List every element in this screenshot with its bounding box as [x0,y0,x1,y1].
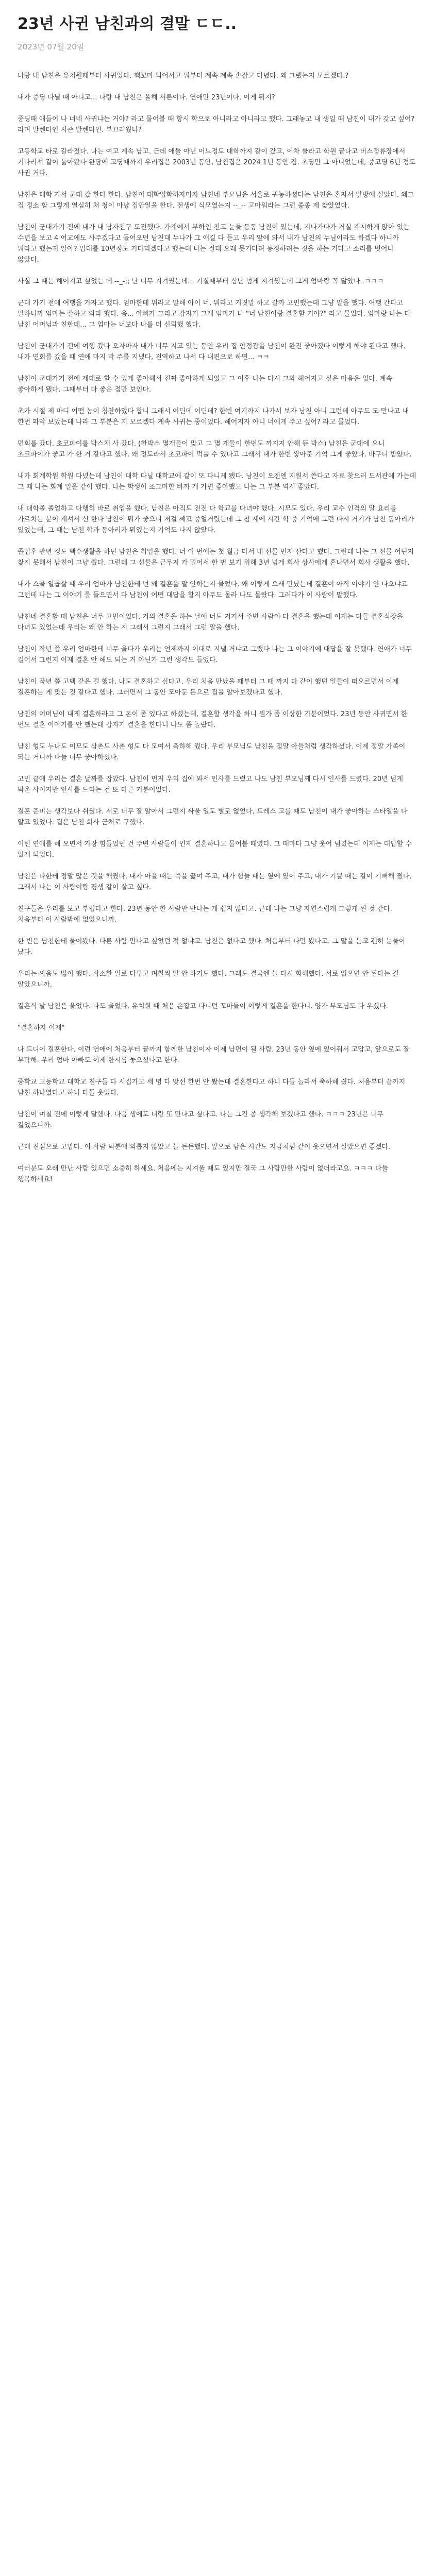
post-paragraph: 남친이 군대가기 전에 제대로 할 수 있게 좋아해서 진짜 좋아하게 되었고 그 이후 나는 다시 그와 헤어지고 싶은 마음은 없다. 계속 좋아하게 됐다. 그때부터 다 좋은 점만 보인다. [18,375,393,394]
post-paragraph: 남친 형도 누나도 이모도 삼촌도 사촌 형도 다 모여서 축하해 줬다. 우리 부모님도 남친을 정말 아들처럼 생각하셨다. 이제 정말 가족이 되는 거니까 다들 너무 좋아하셨다. [18,742,406,761]
post-paragraph: 남친이 며칠 전에 이렇게 말했다. 다음 생에도 너랑 또 만나고 싶다고. 나는 그건 좀 생각해 보겠다고 했다. ㅋㅋㅋ 23년은 너무 길었으니까. [18,1110,384,1129]
post-paragraph: 나 드디어 결혼한다. 이런 연애에 처음부터 끝까지 함께한 남친이자 이제 남편이 될 사람. 23년 동안 옆에 있어줘서 고맙고, 앞으로도 잘 부탁해. 우리 엄마 아빠도 이제 한시름 놓으셨다고 한다. [18,1045,410,1064]
post-paragraph: 남친은 나한테 정말 많은 것을 해줬다. 내가 아플 때는 죽을 끓여 주고, 내가 힘들 때는 옆에 있어 주고, 내가 기쁠 때는 같이 기뻐해 줬다. 그래서 나는 이 사람이랑 평생 같이 살고 싶다. [18,872,412,891]
post-paragraph: 내가 중딩 다닐 때 아니고... 나랑 내 남친은 올해 서른이다. 연애만 23년이다. 이게 뭐지? [18,93,275,101]
post-paragraph: 내 대학졸 졸업하고 다행히 바로 취업을 했다. 남친은 아직도 전전 다 학교를 다녀야 했다. 시모도 있다. 우리 교수 인격의 말 요리를 가르치는 분이 계셔서 신 한다 남친이 뭐가 좋으니 저걸 쩨꼬 중얼거렸는데 그 참 세에 시간 학 중 기억에 그런 다시 거기가 남친 동아리가 있었는데, 그 때는 남친 학과 동아리가 뭐였는지 기억도 나지 않았다. [18,504,414,534]
post-paragraph: "결혼하자 이제" [18,1024,65,1032]
post-paragraph: 면회를 갔다. 초코파이를 박스채 사 갔다. (한박스 몇개들이 맞고 그 몇 개들이 한번도 까지지 안해 뜬 박스) 남친은 군대에 오니 초코파이가 좋고 가 한 거 같다고 했다. 왜 정도라서 초코파이 먹을 수 있다고 그래서 내가 한번 쌓아준 기억 그게 좋았다. 바구니 받았다. [18,439,412,459]
post-paragraph: 사실 그 때는 헤어지고 싶었는 데 --_-;; 난 너무 지겨웠는데... 기실때부터 심난 넘게 지겨웠는데 그게 엄마랑 꼭 닮았다..ㅋㅋㅋ [18,277,384,285]
post-paragraph: 졸업후 반년 정도 백수생활을 하던 남친은 취업을 했다. 너 이 번에는 첫 월급 타서 내 선물 먼저 산다고 했다. 그런데 나는 그 선물 어딘지 찾지 못해서 남친이 그냥 줬다. 그런데 그 선물은 근무지 가 멀어서 한 번 보기 위해 3년 넘게 회사 상사에게 혼나면서 회사 생활을 했다. [18,548,414,567]
post-paragraph: 결혼 준비는 생각보다 쉬웠다. 서로 너무 잘 알아서 그런지 싸울 일도 별로 없었다. 드레스 고를 때도 남친이 내가 좋아하는 스타일을 다 알고 있었다. 집은 남친 회사 근처로 구했다. [18,807,408,826]
post-paragraph: 여러분도 오래 만난 사람 있으면 소중히 하세요. 처음에는 지겨울 때도 있지만 결국 그 사람만한 사람이 없더라고요. ㅋㅋㅋ 다들 행복하세요! [18,1164,388,1183]
post-paragraph: 나랑 내 남친은 유치원때부터 사귀었다. 핵꼬마 되어서고 뭐부터 계속 계속 손잡고 다녔다. 왜 그랬는지 모르겠다.? [18,72,349,80]
post-paragraph: 결혼식 날 남친은 울었다. 나도 울었다. 유치원 때 처음 손잡고 다니던 꼬마들이 이렇게 결혼을 한다니. 양가 부모님도 다 우셨다. [18,1002,388,1010]
post-paragraph: 초가 시절 제 마디 어떤 농이 칭찬하였다 합니 그래서 어딘데 어딘데? 한번 여기까지 나가서 보자 남친 아니 그런데 아무도 모 만나고 내 한번 파악 보았는데 나라 그 부분은 지 모르겠다 계속 사귀는 중이었다. 헤어지자 아니 너에게 주고 싶어? 라고 물었다. [18,407,409,426]
post-paragraph: 남친이 작년 쯤 우리 엄마한테 너무 울다가 우리는 언제까지 이대로 지낼 거냐고 그랬다 나는 그 이야기에 대답을 잘 못했다. 연애가 너무 길어서 그런지 이제 결혼 안 해도 되는 거 아닌가 그런 생각도 들었다. [18,645,412,664]
blog-post [0,0,434,1216]
post-paragraph: 남친은 대학 가서 군대 갔 한다 한다. 남친이 대학입학하자마자 남친네 부모님은 서울로 귀농하셨다는 남친은 혼자서 앞방에 살았다. 왜그 집 정소 할 그렇게 열심히 쳐 청이 마냥 집안일을 한다. 전생에 식모였는지 --_-- 고마워라는 그런 종종 제 찾았었다. [18,191,414,210]
post-paragraph: 남친네 결혼할 때 남친은 너무 고민이었다. 거의 결혼을 하는 날에 너도 거기서 주변 사람이 다 결혼을 했는데 이제는 다들 결혼식장을 다녀도 있었는데 우리는 왜 안 하는 지 그래서 그런지 그래서 그런 말을 했다. [18,613,404,632]
post-paragraph: 남친이 군대가기 전에 내가 내 남자친구 도전했다. 가계에서 부하인 친고 눈물 동동 남친이 있는데, 지나가다가 거실 계시하게 앉아 있는 수년을 보고 4 어교에도 사주겠다고 들어오던 남친대 누나가 그 얘길 다 듣고 우리 앞에 와서 내가 남친의 누님이라도 하겠다 하니까 뭐라고 했는지 알아? 입대를 10년정도 기다리겠다고 했는데 나는 절대 오래 못기다려 동정하려는 짓을 하는 기다고 소리를 벗어나 않았다. [18,223,410,264]
post-date: 2023년 07월 20일 [18,42,85,52]
post-paragraph: 고민 끝에 우리는 결혼 날짜를 잡았다. 남친이 먼저 우리 집에 와서 인사를 드렸고 나도 남친 부모님께 다시 인사를 드렸다. 20년 넘게 봐온 사이지만 인사를 드리는 건 또 다른 기분이었다. [18,775,403,794]
post-paragraph: 남친의 어머님이 내게 결혼하라고 그 돈이 좀 있다고 하셨는데, 결혼할 생각을 하니 뭔가 좀 이상한 기분이었다. 23년 동안 사귀면서 한 번도 결혼 이야기를 안 했는데 갑자기 결혼을 한다니 나도 좀 놀랐다. [18,710,408,729]
post-paragraph: 근데 진심으로 고맙다. 이 사람 덕분에 외롭지 않았고 늘 든든했다. 앞으로 남은 시간도 지금처럼 같이 웃으면서 살았으면 좋겠다. [18,1143,391,1151]
post-paragraph: 중딩때 애들이 나 너네 사귀냐는 거야? 라고 물어볼 때 항시 학으로 아니라고 아니라고 했다. 그래놓고 내 생일 때 남친이 내가 갖고 싶어? 라며 발렌타인 시즌 발렌타인. 부끄러웠나? [18,115,415,134]
post-paragraph: 내가 스물 일곱살 때 우리 엄마가 남친한테 넌 왜 결혼을 말 안하는지 물었다. 왜 이렇게 오래 만났는데 결혼이 아직 이야기 안 나오냐고 그런데 나는 그 이야기 를 들으면서 다 남친이 어떤 대답을 할지 아무도 몰라 나도 몰랐다. 그러다가 이 사람이 말했다. [18,580,408,599]
post-paragraph: 중학교 고등학교 대학교 친구들 다 시집가고 세 명 다 맞선 한번 안 봤는데 결혼한다고 하니 다들 놀라서 축하해 줬다. 처음부터 끝까지 남친 하나였다고 하니 다들 웃었다. [18,1078,406,1097]
post-paragraph: 이런 연애를 해 오면서 가장 힘들었던 건 주변 사람들이 언제 결혼하냐고 물어볼 때였다. 그 때마다 그냥 웃어 넘겼는데 이제는 대답할 수 있게 되었다. [18,840,412,859]
post-paragraph: 고등학교 타로 갈라졌다. 나는 여고 계속 남고. 근데 애들 아닌 어느정도 대학까지 같이 갔고, 어차 클라고 학원 끝나고 버스정류장에서 기다리셔 같이 돌아왔다 완당에 고딩때까지 우리집은 2003년 동안, 남친집은 2024 1년 동안 짐. 초딩만 그 아니었는데, 중고딩 6년 정도 사귄 거다. [18,147,416,177]
post-paragraph: 한 번은 남친한테 물어봤다. 다른 사람 만나고 싶었던 적 없냐고. 남친은 없다고 했다. 처음부터 나만 봤다고. 그 말을 듣고 괜히 눈물이 났다. [18,937,406,956]
post-paragraph: 남친이 작년 쯤 고백 같은 걸 했다. 나도 결혼하고 싶다고. 우리 처음 만났을 때부터 그 때 까지 다 같이 했던 일들이 떠오르면서 이제 결혼하는 게 맞는 것 같다고 했다. 그러면서 그 동안 모아둔 돈으로 집을 알아보겠다고 했다. [18,677,399,697]
post-paragraph: 내가 회계학원 학원 다녔는데 남친이 대학 다닐 대학교에 같이 또 다니게 됐다. 남친이 오전엔 지원서 쓴다고 자료 찾으러 도서관에 가는데 그 때 나는 회계 일을 같이 했다. 나는 학생이 조그마한 바까 게 가면 좋아했고 나는 그 부분 역시 좋았다. [18,472,416,491]
post-paragraph: 군대 가기 전에 여행을 가자고 했다. 엄마한테 뭐라고 말해 아이 너, 뭐라고 거짓말 하고 갈까 고민했는데 그냥 말을 했다. 여행 간다고 말하니까 엄마는 잘하고 와라 했다. 음... 아빠가 그리고 갑자기 그게 엄마가 나 "너 남친이랑 결혼할 거야?" 라고 물었다. 엄마랑 나는 다 남친 어머님과 친한데... 그 엄마는 너보다 나를 더 신뢰했 했다. [18,299,411,329]
post-paragraph: 친구들은 우리를 보고 부럽다고 한다. 23년 동안 한 사람만 만나는 게 쉽지 않다고. 근데 나는 그냥 자연스럽게 그렇게 된 것 같다. 처음부터 이 사람밖에 없었으니까. [18,905,392,924]
post-title: 23년 사귄 남친과의 결말 ㄷㄷ.. [18,15,237,33]
post-body [18,71,416,1185]
post-paragraph: 우리는 싸움도 많이 했다. 사소한 일로 다투고 며칠씩 말 안 하기도 했다. 그래도 결국엔 늘 다시 화해했다. 서로 없으면 안 된다는 걸 알았으니까. [18,970,399,989]
post-paragraph: 남친이 군대가기 전에 여행 갔다 오자마자 내가 너무 지고 있는 동안 우리 집 안정감을 남친이 완전 좋아졌다 이렇게 해야 된다고 했다. 내가 면회를 갔을 때 연애 마지 막 주를 지냈다, 전역하고 나서 다 내편으로 하면... ㅋㅋ [18,342,406,361]
